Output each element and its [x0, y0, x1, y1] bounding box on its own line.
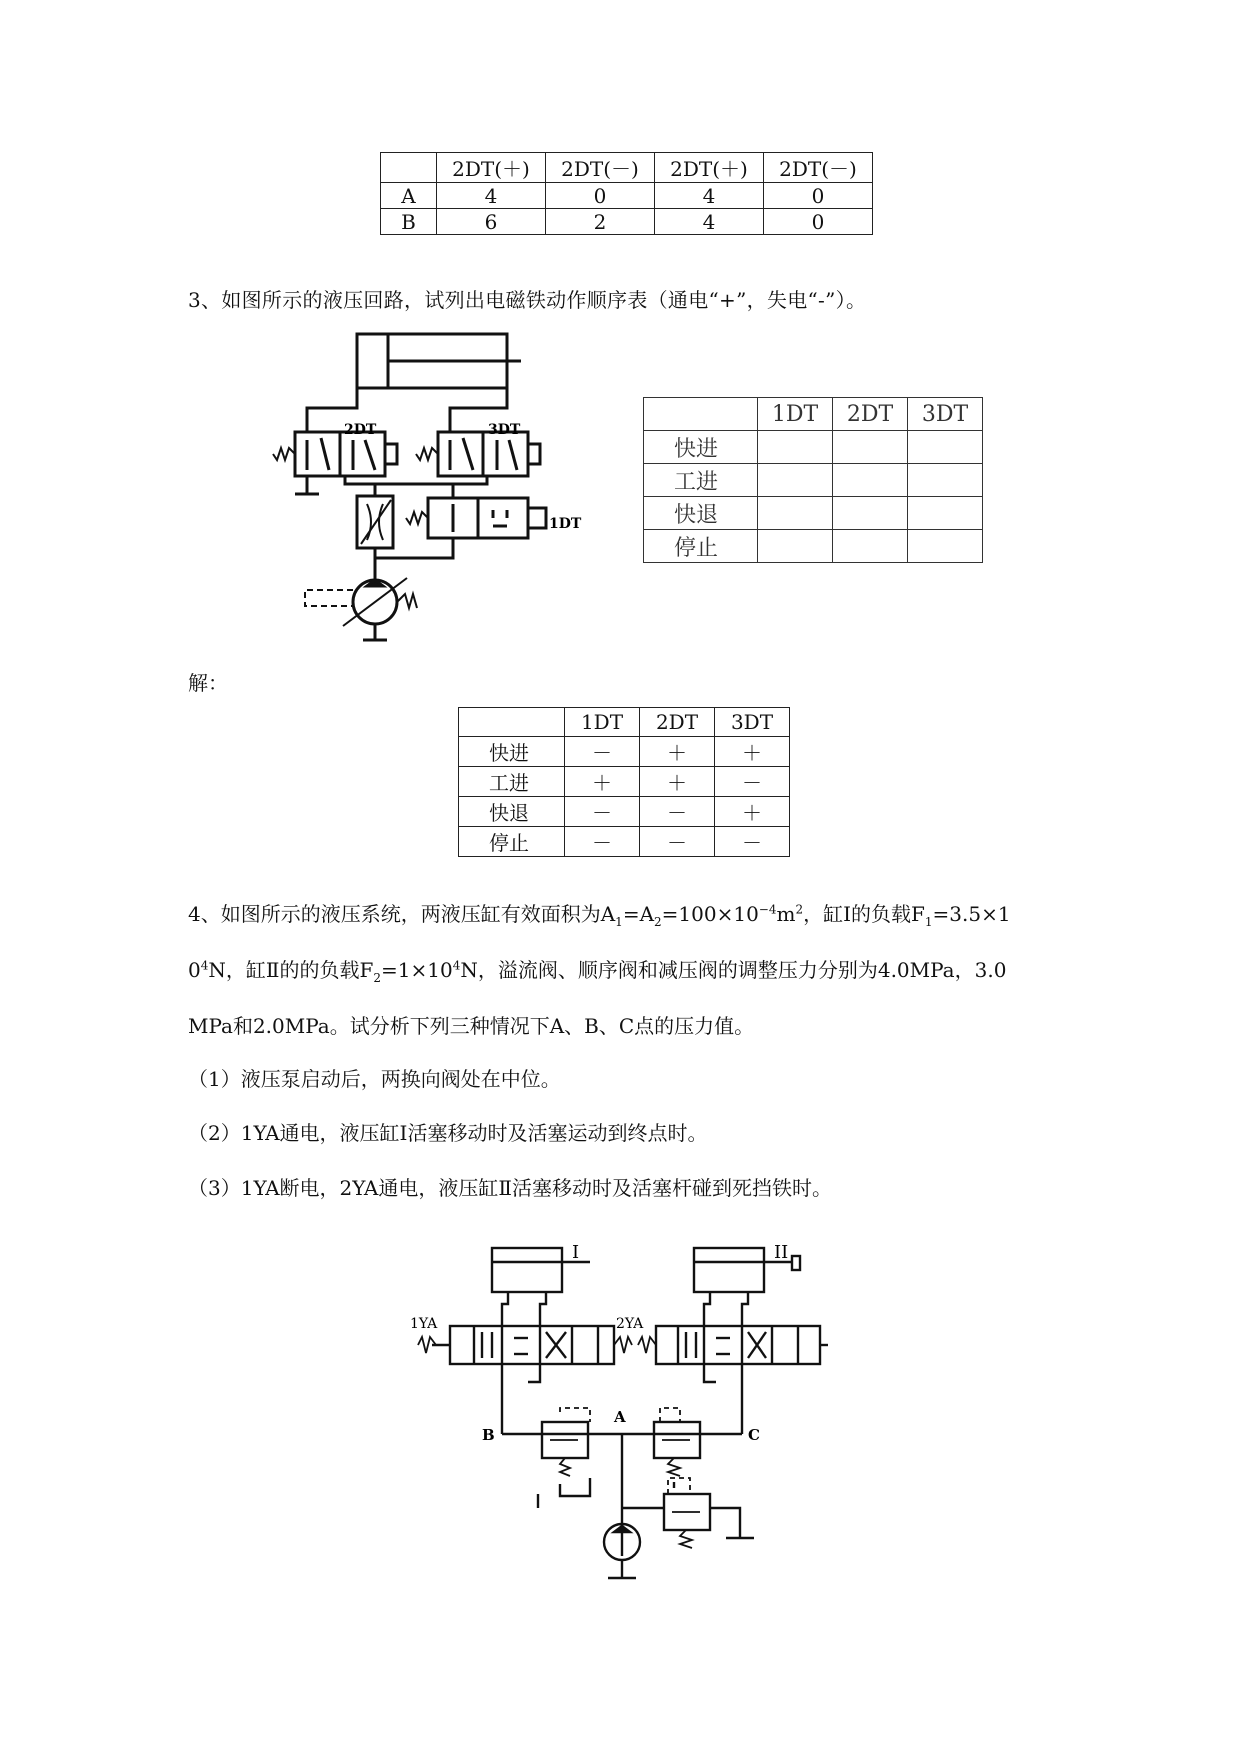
table-header: 1DT — [758, 398, 833, 431]
table-cell — [833, 497, 908, 530]
table-row — [644, 464, 983, 497]
table-cell: 6 — [437, 209, 546, 235]
label-point-c: C — [748, 1426, 760, 1444]
table-cell: － — [640, 797, 715, 827]
table-row — [381, 183, 873, 209]
row-label: 停止 — [644, 530, 758, 563]
table-row — [381, 209, 873, 235]
subscript: 2 — [654, 915, 662, 929]
table-cell — [381, 153, 437, 183]
superscript: 4 — [200, 958, 209, 973]
table-cell — [833, 431, 908, 464]
table-cell: 2 — [546, 209, 655, 235]
text-span: ，缸Ⅰ的负载F — [803, 902, 925, 926]
question-3-text: 3、如图所示的液压回路，试列出电磁铁动作顺序表（通电“+”，失电“-”）。 — [188, 288, 867, 312]
table-cell: 4 — [655, 183, 764, 209]
row-label: B — [381, 209, 437, 235]
table-cell — [758, 530, 833, 563]
label-1dt-valve: 1DT — [549, 516, 582, 532]
row-label: 快退 — [644, 497, 758, 530]
table-cell — [908, 464, 983, 497]
row-label: 停止 — [459, 827, 565, 857]
question-4-case-1: （1）液压泵启动后，两换向阀处在中位。 — [188, 1067, 561, 1091]
table-cell — [758, 464, 833, 497]
table-cell — [758, 497, 833, 530]
question-4-line-3: MPa和2.0MPa。试分析下列三种情况下A、B、C点的压力值。 — [188, 1014, 755, 1038]
table-row — [381, 153, 873, 183]
table-cell: － — [715, 767, 790, 797]
table-cell: － — [640, 827, 715, 857]
superscript: 4 — [452, 958, 461, 973]
table-row — [459, 797, 790, 827]
table-header: 1DT — [565, 708, 640, 737]
table-header: 3DT — [715, 708, 790, 737]
table-row — [459, 827, 790, 857]
table-cell: ＋ — [715, 737, 790, 767]
table-row — [459, 708, 790, 737]
table-header: 2DT — [640, 708, 715, 737]
text-span: 0 — [188, 958, 201, 982]
table-header: 2DT(＋) — [655, 153, 764, 183]
table-cell: ＋ — [715, 797, 790, 827]
question-4-line-1 — [188, 898, 1068, 929]
table-cell — [833, 530, 908, 563]
table-row — [459, 767, 790, 797]
label-cylinder-I: I — [572, 1242, 580, 1263]
table-cell: 0 — [764, 209, 873, 235]
hydraulic-circuit-q4 — [410, 1238, 830, 1598]
subscript: 2 — [373, 971, 381, 985]
row-label: 快进 — [644, 431, 758, 464]
table-cell: 4 — [655, 209, 764, 235]
solution-table — [458, 707, 790, 857]
table-cell: 0 — [764, 183, 873, 209]
text-span: 4、如图所示的液压系统，两液压缸有效面积为A — [188, 902, 616, 926]
table-row — [644, 431, 983, 464]
label-1ya: 1YA — [410, 1316, 438, 1332]
table-cell: ＋ — [640, 737, 715, 767]
table-cell: － — [715, 827, 790, 857]
row-label: 工进 — [459, 767, 565, 797]
table-row — [644, 398, 983, 431]
table-header: 2DT(－) — [764, 153, 873, 183]
question-4-line-2 — [188, 954, 1068, 985]
text-span: m — [776, 902, 796, 926]
label-2ya: 2YA — [616, 1316, 644, 1332]
label-point-a: A — [614, 1408, 626, 1426]
table-cell — [908, 431, 983, 464]
text-span: N，缸Ⅱ的的负载F — [208, 958, 374, 982]
table-cell — [644, 398, 758, 431]
text-span: =3.5×1 — [932, 902, 1011, 926]
table-cell: ＋ — [565, 767, 640, 797]
row-label: A — [381, 183, 437, 209]
result-table-top — [380, 152, 873, 235]
table-header: 3DT — [908, 398, 983, 431]
table-row — [644, 530, 983, 563]
text-span: =A — [622, 902, 655, 926]
question-4-case-2: （2）1YA通电，液压缸Ⅰ活塞移动时及活塞运动到终点时。 — [188, 1121, 708, 1145]
superscript: −4 — [758, 902, 777, 917]
table-cell — [833, 464, 908, 497]
subscript: 1 — [615, 915, 623, 929]
table-cell: ＋ — [640, 767, 715, 797]
table-cell: － — [565, 797, 640, 827]
text-span: N，溢流阀、顺序阀和减压阀的调整压力分别为4.0MPa，3.0 — [460, 958, 1007, 982]
table-cell — [908, 497, 983, 530]
table-row — [644, 497, 983, 530]
label-point-b: B — [482, 1426, 495, 1444]
table-header: 2DT — [833, 398, 908, 431]
table-header: 2DT(＋) — [437, 153, 546, 183]
subscript: 1 — [924, 915, 933, 929]
row-label: 工进 — [644, 464, 758, 497]
table-cell: － — [565, 827, 640, 857]
table-cell: 0 — [546, 183, 655, 209]
question-4-case-3: （3）1YA断电，2YA通电，液压缸Ⅱ活塞移动时及活塞杆碰到死挡铁时。 — [188, 1176, 832, 1200]
label-2dt-valve: 2DT — [344, 422, 377, 438]
table-row — [459, 737, 790, 767]
table-header: 2DT(－) — [546, 153, 655, 183]
q3-sequence-table — [643, 397, 983, 563]
table-cell — [758, 431, 833, 464]
table-cell — [908, 530, 983, 563]
label-cylinder-II: II — [774, 1242, 789, 1263]
row-label: 快进 — [459, 737, 565, 767]
superscript: 2 — [795, 902, 804, 917]
table-cell — [459, 708, 565, 737]
text-span: =100×10 — [661, 902, 759, 926]
row-label: 快退 — [459, 797, 565, 827]
table-cell: － — [565, 737, 640, 767]
text-span: =1×10 — [381, 958, 453, 982]
solution-label: 解： — [188, 671, 228, 695]
hydraulic-circuit-q3 — [255, 322, 625, 642]
table-cell: 4 — [437, 183, 546, 209]
label-3dt-valve: 3DT — [488, 422, 521, 438]
